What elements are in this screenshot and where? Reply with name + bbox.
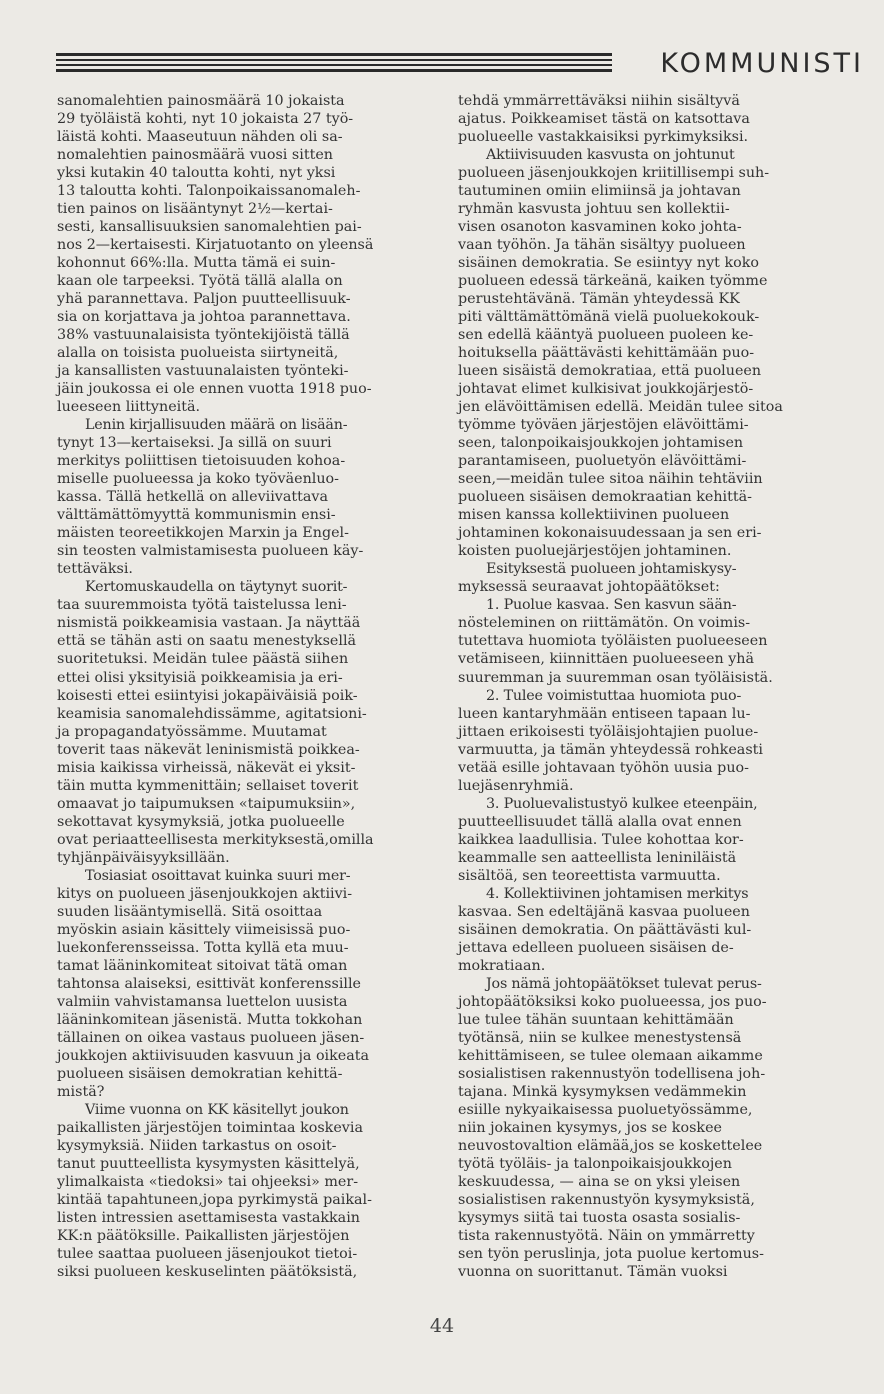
text-line: puolueen jäsenjoukkojen kriitillisempi suh-: [458, 165, 770, 182]
text-line: tien painos on lisääntynyt 2½—kertai-: [57, 201, 333, 218]
header-rule: [56, 53, 612, 56]
text-line: siksi puolueen keskuselinten päätöksistä,: [57, 1264, 358, 1281]
text-line: työmme työväen järjestöjen elävöittämi-: [458, 417, 749, 434]
text-line: 13 taloutta kohti. Talonpoikaissanomaleh-: [57, 183, 361, 200]
text-line: misia kaikissa virheissä, näkevät ei yksit-: [57, 759, 356, 776]
text-line: toverit taas näkevät leninismistä poikkea-: [57, 741, 360, 758]
text-line: listen intressien asettamisesta vastakkain: [57, 1209, 360, 1226]
text-line: täin mutta kymmenittäin; sellaiset toverit: [57, 777, 359, 794]
text-line: välttämättömyyttä kommunismin ensi-: [57, 507, 336, 524]
text-line: kohonnut 66%:lla. Mutta tämä ei suin-: [57, 255, 336, 272]
text-line: että se tähän asti on saatu menestyksellä: [57, 633, 357, 650]
text-line: nöstelеminen on riittämätön. On voimis-: [458, 615, 751, 632]
text-line: sisäinen demokratia. Se esiintyy nyt koko: [458, 255, 760, 272]
text-line: Esityksestä puolueen johtamiskysy-: [486, 561, 737, 578]
text-line: johtavat elimet kulkisivat joukkojärjestö-: [458, 381, 754, 398]
text-line: luejäsenryhmiä.: [458, 777, 574, 794]
text-line: nomalehtien painosmäärä vuosi sitten: [57, 147, 333, 164]
text-line: jittaen erikoisesti työläisjohtajien puolue-: [458, 723, 759, 740]
text-line: tahtonsa alaiseksi, esittivät konferenssille: [57, 975, 362, 992]
text-line: puolueen edessä tärkeänä, kaiken työmme: [458, 273, 768, 290]
left-text-column: [57, 92, 435, 1281]
right-text-column: [458, 92, 837, 1281]
text-line: Lenin kirjallisuuden määrä on lisään-: [85, 417, 348, 434]
text-line: 3. Puoluevalistustyö kulkee eteenpäin,: [486, 795, 758, 812]
text-line: läistä kohti. Maaseutuun nähden oli sa-: [57, 129, 343, 146]
text-line: sekottavat kysymyksiä, jotka puolueelle: [57, 813, 345, 830]
header-rule: [56, 59, 612, 61]
text-line: piti välttämättömänä vielä puoluekokouk-: [458, 309, 760, 326]
text-line: esiille nykyaikaisessa puoluetyössämme,: [458, 1101, 753, 1118]
text-line: sosialistisen rakennustyön todellisena joh-: [458, 1065, 766, 1082]
text-line: kehittämiseen, se tulee olemaan aikamme: [458, 1047, 763, 1064]
text-line: yksi kutakin 40 taloutta kohti, nyt yksi: [57, 165, 336, 182]
text-line: omaavat jo taipumuksen «taipumuksiin»,: [57, 795, 356, 812]
text-line: misen kanssa kollektiivinen puolueen: [458, 507, 730, 524]
text-line: tautuminen omiin elimiinsä ja johtavan: [458, 183, 741, 200]
text-line: luekonferensseissa. Totta kyllä eta muu-: [57, 939, 349, 956]
text-line: ja kansallisten vastuunalaisten työnteki-: [57, 363, 349, 380]
text-line: sisältöä, sen teoreettista varmuutta.: [458, 867, 721, 884]
text-line: keamisia sanomalehdissämme, agitatsioni-: [57, 705, 367, 722]
text-line: tällainen on oikea vastaus puolueen jäsen-: [57, 1029, 365, 1046]
text-line: sanomalehtien painosmäärä 10 jokaista: [57, 93, 345, 109]
text-line: kassa. Tällä hetkellä on alleviivattava: [57, 489, 329, 506]
text-line: nismistä poikkeamisia vastaan. Ja näyttää: [57, 615, 361, 632]
text-line: kysymys siitä tai tuosta osasta sosialis-: [458, 1209, 741, 1226]
text-line: lääninkomitean jäsenistä. Mutta tokkohan: [57, 1011, 363, 1028]
text-line: vetää esille johtavaan työhön uusia puo-: [458, 759, 749, 776]
text-line: ryhmän kasvusta johtuu sen kollektii-: [458, 201, 730, 218]
text-line: tulee saattaa puolueen jäsenjoukot tietoi-: [57, 1246, 358, 1262]
text-line: 29 työläistä kohti, nyt 10 jokaista 27 työ-: [57, 111, 354, 128]
text-line: vaan työhön. Ja tähän sisältyy puolueen: [458, 237, 746, 254]
running-header-title: KOMMUNISTI: [660, 48, 864, 79]
text-line: kaikkea laadullisia. Tulee kohottaa kor-: [458, 831, 744, 848]
text-line: varmuutta, ja tämän yhteydessä rohkeasti: [458, 741, 763, 758]
text-line: sisäinen demokratia. On päättävästi kul-: [458, 921, 752, 938]
text-line: Viime vuonna on KK käsitellyt joukon: [85, 1101, 349, 1118]
text-line: tyhjänpäiväisyyksillään.: [57, 849, 230, 866]
text-line: nos 2—kertaisesti. Kirjatuotanto on yleensä: [57, 237, 374, 254]
text-line: parantamiseen, puoluetyön elävöittämi-: [458, 453, 747, 470]
text-line: myksessä seuraavat johtopäätökset:: [458, 579, 720, 596]
header-rule: [56, 64, 612, 66]
text-line: taa suuremmoista työtä taistelussa leni-: [57, 597, 347, 614]
text-line: paikallisten järjestöjen toimintaa koskevia: [57, 1119, 363, 1136]
text-line: lue tulee tähän suuntaan kehittämään: [458, 1011, 734, 1028]
text-line: kitys on puolueen jäsenjoukkojen aktiivi-: [57, 885, 353, 902]
text-line: seen,—meidän tulee sitoa näihin tehtäviin: [458, 471, 763, 488]
text-line: suoritetuksi. Meidän tulee päästä siihen: [57, 651, 349, 668]
text-line: tanut puutteellista kysymysten käsittelyä,: [57, 1155, 360, 1172]
header-rule: [56, 69, 612, 72]
text-line: työtänsä, niin se kulkee menestystensä: [458, 1029, 742, 1046]
text-line: sia on korjattava ja johtoa parannettava.: [57, 309, 351, 326]
text-line: yhä parannettava. Paljon puutteellisuuk-: [57, 291, 351, 308]
text-line: kysymyksiä. Niiden tarkastus on osoit-: [57, 1137, 337, 1154]
text-line: 2. Tulee voimistuttaa huomiota puo-: [486, 687, 742, 704]
text-line: KK:n päätöksille. Paikallisten järjestöjen: [57, 1227, 350, 1244]
text-line: Jos nämä johtopäätökset tulevat perus-: [486, 975, 762, 992]
text-line: 4. Kollektiivinen johtamisen merkitys: [486, 885, 749, 902]
text-line: mäisten teoreetikkojen Marxin ja Engel-: [57, 525, 349, 542]
text-line: lueen kantaryhmään entiseen tapaan lu-: [458, 705, 751, 722]
text-line: kaan ole tarpeeksi. Työtä tällä alalla on: [57, 273, 343, 290]
text-line: tajana. Minkä kysymyksen vedämmekin: [458, 1083, 747, 1100]
text-line: puolueelle vastakkaisiksi pyrkimyksiksi.: [458, 129, 749, 146]
text-line: joukkojen aktiivisuuden kasvuun ja oikeata: [57, 1047, 370, 1064]
text-line: lueen sisäistä demokratiaa, että puolueen: [458, 363, 762, 380]
text-line: Aktiivisuuden kasvusta on johtunut: [486, 147, 735, 164]
text-line: suuden lisääntymisellä. Sitä osoittaa: [57, 903, 323, 920]
text-line: ylimalkaista «tiedoksi» tai ohjeeksi» mer-: [57, 1173, 359, 1190]
text-line: perustehtävänä. Tämän yhteydessä KK: [458, 291, 740, 308]
text-line: 1. Puolue kasvaa. Sen kasvun sään-: [486, 597, 737, 614]
text-line: sen edellä kääntyä puolueen puoleen ke-: [458, 327, 754, 344]
text-line: vuonna on suorittanut. Tämän vuoksi: [458, 1264, 728, 1281]
text-line: Tosiasiat osoittavat kuinka suuri mer-: [85, 867, 351, 884]
text-line: puolueen sisäisen demokraatian kehittä-: [458, 489, 752, 506]
text-line: vetämiseen, kiinnittäen puolueeseen yhä: [458, 651, 755, 668]
text-line: työtä työläis- ja talonpoikaisjoukkojen: [458, 1155, 732, 1172]
text-line: keskuudessa, — aina se on yksi yleisen: [458, 1173, 741, 1190]
text-line: sen työn peruslinja, jota puolue kertomus-: [458, 1246, 764, 1262]
text-line: jäin joukossa ei ole ennen vuotta 1918 puo-: [57, 381, 372, 398]
text-line: valmiin vahvistamansa luettelon uusista: [57, 993, 348, 1010]
text-line: tista rakennustyötä. Näin on ymmärretty: [458, 1227, 755, 1244]
text-line: mokratiaan.: [458, 957, 546, 974]
text-line: suuremman ja suuremman osan työläisistä.: [458, 669, 773, 686]
text-line: sesti, kansallisuuksien sanomalehtien pai-: [57, 219, 362, 236]
text-line: 38% vastuunalaisista työntekijöistä tällä: [57, 327, 350, 344]
text-line: sin teosten valmistamisesta puolueen käy-: [57, 543, 364, 560]
text-line: niin jokainen kysymys, jos se koskee: [458, 1119, 722, 1136]
text-line: tettäväksi.: [57, 561, 133, 578]
text-line: visen osanoton kasvaminen koko johta-: [458, 219, 742, 236]
text-line: tynyt 13—kertaiseksi. Ja sillä on suuri: [57, 435, 332, 452]
text-line: puutteellisuudet tällä alalla ovat ennen: [458, 813, 742, 830]
text-line: tutettava huomiota työläisten puolueeseen: [458, 633, 768, 650]
text-line: johtopäätöksiksi koko puolueessa, jos puo-: [458, 993, 767, 1010]
text-line: hoituksella päättävästi kehittämään puo-: [458, 345, 755, 362]
text-line: myöskin asiain käsittely viimeisissä puo-: [57, 921, 351, 938]
text-line: jettava edelleen puolueen sisäisen de-: [458, 939, 734, 956]
text-line: kasvaa. Sen edeltäjänä kasvaa puolueen: [458, 903, 750, 920]
text-line: alalla on toisista puolueista siirtyneitä,: [57, 345, 339, 362]
text-line: seen, talonpoikaisjoukkojen johtamisen: [458, 435, 744, 452]
text-line: Kertomuskaudella on täytynyt suorit-: [85, 579, 348, 596]
text-line: lueeseen liittyneitä.: [57, 399, 201, 416]
text-line: mistä?: [57, 1083, 105, 1100]
text-line: koisten puoluejärjestöjen johtaminen.: [458, 543, 732, 560]
text-line: puolueen sisäisen demokratian kehittä-: [57, 1065, 343, 1082]
text-line: keammalle sen aatteellista leniniläistä: [458, 849, 737, 866]
text-line: neuvostovaltion elämää,jos se koskettelee: [458, 1137, 763, 1154]
text-line: miselle puolueessa ja koko työväenluo-: [57, 471, 339, 488]
text-line: johtaminen kokonaisuudessaan ja sen eri-: [458, 525, 762, 542]
text-line: tamat lääninkomiteat sitoivat tätä oman: [57, 957, 348, 974]
page-number: 44: [429, 1315, 455, 1337]
text-line: jen elävöittämisen edellä. Meidän tulee sitoa: [458, 399, 783, 416]
text-line: sosialistisen rakennustyön kysymyksistä,: [458, 1191, 755, 1208]
text-line: ajatus. Poikkeamiset tästä on katsottava: [458, 111, 750, 128]
text-line: merkitys poliittisen tietoisuuden kohoa-: [57, 453, 346, 470]
text-line: ovat periaatteellisesta merkityksestä,omilla: [57, 831, 374, 848]
text-line: tehdä ymmärrettäväksi niihin sisältyvä: [458, 93, 740, 109]
text-line: koisesti ettei esiintyisi jokapäiväisiä poik-: [57, 687, 358, 704]
text-line: ja propagandatyössämme. Muutamat: [57, 723, 327, 740]
text-line: kintää tapahtuneen,jopa pyrkimystä paikal-: [57, 1191, 372, 1208]
text-line: ettei olisi yksityisiä poikkeamisia ja eri-: [57, 669, 343, 686]
